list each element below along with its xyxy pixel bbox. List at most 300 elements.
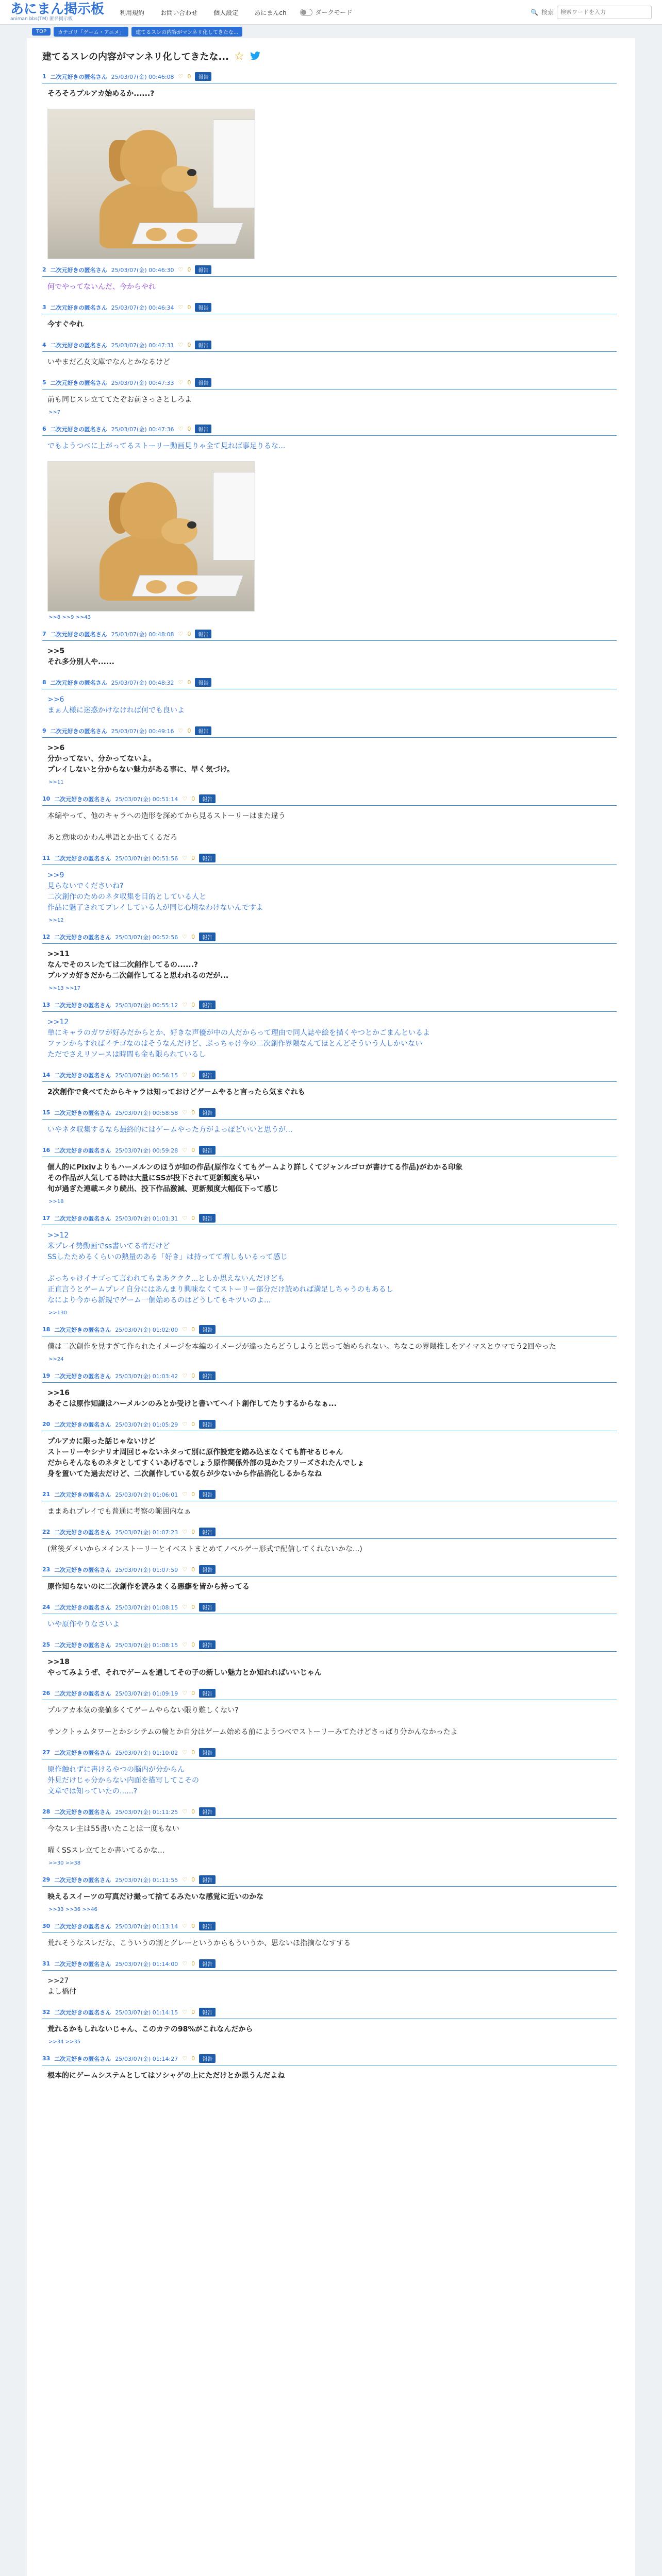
heart-icon[interactable]: ♡ (182, 1072, 188, 1078)
poster-name: 二次元好きの匿名さん (50, 266, 107, 274)
post (42, 1071, 617, 1102)
like-count: 0 (187, 631, 191, 637)
like-count: 0 (187, 426, 191, 432)
post-meta (42, 378, 617, 389)
like-count: 0 (191, 2055, 195, 2062)
post-meta (42, 1071, 617, 1082)
poster-name: 二次元好きの匿名さん (54, 1491, 111, 1498)
star-icon[interactable]: ☆ (234, 49, 244, 63)
post-meta (42, 854, 617, 865)
report-button[interactable]: 報告 (195, 72, 211, 81)
top-bar (0, 0, 662, 25)
post (42, 265, 617, 297)
heart-icon[interactable]: ♡ (182, 934, 188, 940)
heart-icon[interactable]: ♡ (182, 1923, 188, 1929)
post-number[interactable]: 30 (42, 1923, 51, 1929)
poster-name: 二次元好きの匿名さん (54, 1421, 111, 1428)
like-count: 0 (191, 1529, 195, 1535)
poster-name: 二次元好きの匿名さん (54, 2009, 111, 2016)
heart-icon[interactable]: ♡ (178, 342, 184, 348)
like-count: 0 (191, 934, 195, 940)
post-date: 25/03/07(金) 01:03:42 (115, 1372, 178, 1380)
post-date: 25/03/07(金) 01:14:00 (115, 1960, 178, 1968)
post-meta (42, 933, 617, 944)
post-date: 25/03/07(金) 00:47:31 (111, 342, 174, 349)
post-meta (42, 303, 617, 314)
post-number[interactable]: 5 (42, 379, 46, 386)
poster-name: 二次元好きの匿名さん (54, 1072, 111, 1079)
post-meta (42, 1214, 617, 1225)
post-body: 原作触れずに書けるやつの脳内が分からん 外見だけじゃ分からない内面を描写してこその 文章では知っていたの......? (47, 1766, 199, 1795)
like-count: 0 (191, 1641, 195, 1648)
report-button[interactable]: 報告 (195, 303, 211, 312)
reply-links[interactable]: >>24 (48, 1357, 64, 1362)
heart-icon[interactable]: ♡ (182, 795, 188, 802)
reply-links[interactable]: >>18 (48, 1199, 64, 1205)
post-body: 前も同じスレ立ててたぞお前さっさとしろよ (47, 396, 192, 404)
thread-container (27, 38, 635, 2576)
heart-icon[interactable]: ♡ (182, 1566, 188, 1573)
reply-links[interactable]: >>30 >>38 (48, 1860, 81, 1866)
post-body: そろそろプルアカ始めるか......? (47, 90, 155, 98)
post-date: 25/03/07(金) 00:56:15 (115, 1072, 178, 1079)
poster-name: 二次元好きの匿名さん (54, 1749, 111, 1756)
heart-icon[interactable]: ♡ (182, 1876, 188, 1883)
report-button[interactable]: 報告 (195, 378, 211, 387)
post-number[interactable]: 27 (42, 1749, 51, 1756)
reply-links[interactable]: >>8 >>9 >>43 (48, 615, 91, 620)
post-body: >>11 なんでそのスレたては二次創作してるの......? プルアカ好きだから二次創作してると思われるのだが... (47, 950, 229, 980)
report-button[interactable]: 報告 (199, 1807, 216, 1816)
post-number[interactable]: 3 (42, 304, 46, 311)
post (42, 1108, 617, 1140)
poster-name: 二次元好きの匿名さん (54, 1566, 111, 1573)
poster-name: 二次元好きの匿名さん (50, 73, 107, 80)
post-number[interactable]: 23 (42, 1566, 51, 1573)
post-number[interactable]: 33 (42, 2055, 51, 2062)
post (42, 854, 617, 926)
report-button[interactable]: 報告 (195, 425, 211, 433)
post-body: いやまだ乙女文庫でなんとかなるけど (47, 358, 170, 366)
post-number[interactable]: 15 (42, 1109, 51, 1116)
heart-icon[interactable]: ♡ (182, 1215, 188, 1222)
post-body: 今すぐやれ (47, 320, 84, 329)
heart-icon[interactable]: ♡ (178, 727, 184, 734)
poster-name: 二次元好きの匿名さん (54, 934, 111, 941)
post (42, 1565, 617, 1597)
heart-icon[interactable]: ♡ (178, 426, 184, 432)
like-count: 0 (191, 1690, 195, 1697)
poster-name: 二次元好きの匿名さん (50, 631, 107, 638)
post-number[interactable]: 21 (42, 1491, 51, 1498)
reply-links[interactable]: >>33 >>36 >>46 (48, 1907, 97, 1912)
poster-name: 二次元好きの匿名さん (54, 1641, 111, 1649)
post (42, 1528, 617, 1559)
like-count: 0 (187, 727, 191, 734)
nav-settings[interactable]: 個人設定 (213, 9, 239, 16)
like-count: 0 (187, 679, 191, 686)
post (42, 303, 617, 334)
breadcrumb-category[interactable]: カテゴリ「ゲーム・アニメ」 (54, 27, 128, 37)
poster-name: 二次元好きの匿名さん (54, 1109, 111, 1116)
post-image-dog-at-keyboard[interactable] (47, 461, 255, 612)
post-date: 25/03/07(金) 00:47:33 (111, 379, 174, 386)
heart-icon[interactable]: ♡ (182, 1529, 188, 1535)
report-button[interactable]: 報告 (195, 678, 211, 687)
post-number[interactable]: 2 (42, 266, 46, 273)
post-date: 25/03/07(金) 00:46:34 (111, 304, 174, 311)
report-button[interactable]: 報告 (199, 1565, 216, 1574)
post-meta (42, 1640, 617, 1652)
poster-name: 二次元好きの匿名さん (54, 1604, 111, 1611)
post-date: 25/03/07(金) 01:14:15 (115, 2009, 178, 2016)
like-count: 0 (191, 2009, 195, 2015)
post-list (42, 72, 617, 2086)
post-number[interactable]: 22 (42, 1529, 51, 1535)
poster-name: 二次元好きの匿名さん (54, 1326, 111, 1333)
breadcrumb-thread[interactable]: 建てるスレの内容がマンネリ化してきたな... (131, 27, 242, 37)
nav-contact[interactable]: お問い合わせ (160, 9, 198, 16)
post-date: 25/03/07(金) 01:05:29 (115, 1421, 178, 1428)
post (42, 933, 617, 994)
report-button[interactable]: 報告 (199, 1875, 216, 1884)
post-number[interactable]: 14 (42, 1072, 51, 1078)
post-body: 原作知らないのに二次創作を読みまくる悪癖を皆から持ってる (47, 1583, 250, 1591)
reply-links[interactable]: >>34 >>35 (48, 2039, 81, 2045)
heart-icon[interactable]: ♡ (182, 1808, 188, 1815)
post-body: 本編やって、他のキャラへの造形を深めてから見るストーリーはまた違う あと意味のかわん単語とか出てくるだろ (47, 812, 286, 842)
post-meta (42, 1959, 617, 1971)
heart-icon[interactable]: ♡ (182, 1147, 188, 1154)
post-meta (42, 794, 617, 806)
heart-icon[interactable]: ♡ (182, 2009, 188, 2015)
post-number[interactable]: 19 (42, 1372, 51, 1379)
post-meta (42, 1325, 617, 1336)
report-button[interactable]: 報告 (199, 1071, 216, 1079)
poster-name: 二次元好きの匿名さん (50, 679, 107, 686)
post-body: 根本的にゲームシステムとしてはソシャゲの上にただけとか思うんだよね (47, 2072, 285, 2080)
post-number[interactable]: 7 (42, 631, 46, 637)
post-meta (42, 341, 617, 352)
post-number[interactable]: 12 (42, 934, 51, 940)
heart-icon[interactable]: ♡ (178, 304, 184, 311)
like-count: 0 (187, 266, 191, 273)
poster-name: 二次元好きの匿名さん (54, 1876, 111, 1884)
post-number[interactable]: 11 (42, 855, 51, 861)
search-input[interactable] (557, 6, 652, 19)
breadcrumb-top[interactable]: TOP (32, 28, 51, 36)
report-button[interactable]: 報告 (199, 1603, 216, 1612)
post-number[interactable]: 16 (42, 1147, 51, 1154)
like-count: 0 (191, 1326, 195, 1333)
search-icon[interactable]: 🔍 (531, 8, 538, 16)
post-meta (42, 1146, 617, 1157)
post-date: 25/03/07(金) 01:02:00 (115, 1326, 178, 1333)
report-button[interactable]: 報告 (199, 1001, 216, 1009)
post (42, 1807, 617, 1869)
post-meta (42, 630, 617, 641)
dark-mode-toggle[interactable] (300, 8, 353, 16)
poster-name: 二次元好きの匿名さん (54, 1808, 111, 1816)
poster-name: 二次元好きの匿名さん (50, 426, 107, 433)
post-meta (42, 1528, 617, 1539)
post-body: >>9 見らないでくださいね? 二次創作のためのネタ収集を目的としている人と 作品に魅了されてプレイしている人が同じ心境なわけないんですよ (47, 871, 263, 912)
post-body: >>16 あそこは原作知識はハーメルンのみとか受けと書いてヘイト創作してたりするからなぁ... (47, 1389, 337, 1408)
post-meta (42, 425, 617, 436)
main-nav (120, 7, 300, 17)
post-date: 25/03/07(金) 01:14:27 (115, 2055, 178, 2062)
post-body: ままあれプレイでも普通に考察の範囲内なぁ (47, 1507, 191, 1516)
post-date: 25/03/07(金) 00:47:36 (111, 426, 174, 433)
report-button[interactable]: 報告 (199, 1490, 216, 1499)
heart-icon[interactable]: ♡ (182, 1002, 188, 1008)
heart-icon[interactable]: ♡ (182, 1372, 188, 1379)
report-button[interactable]: 報告 (199, 1689, 216, 1698)
post-body: (常後ダメいからメインストーリーとイベストまとめてノベルゲー形式で配信してくれないかな...) (47, 1545, 362, 1553)
post-body: 荒れそうなスレだな、こういうの割とグレーというからもういうか、思ないほ指摘ななすする (47, 1939, 351, 1947)
post (42, 678, 617, 720)
post-body: >>6 分かってない、分かってないよ。 プレイしないと分からない魅力がある事に、早く気づけ。 (47, 744, 235, 774)
post-number[interactable]: 26 (42, 1690, 51, 1697)
heart-icon[interactable]: ♡ (182, 2055, 188, 2062)
post-meta (42, 1922, 617, 1933)
post-meta (42, 726, 617, 738)
post-body: >>12 単にキャラのガワが好みだからとか、好きな声優が中の人だからって理由で同人誌や絵を描くやつとかごまんといるよ ファンからすればイチゴなのはそうなんだけど、ぶっちゃけ今の二次創作界隈なんてほとんどそういう人しかいない ただでさえリソースは時間も金も限られているし (47, 1018, 430, 1059)
post-meta (42, 678, 617, 689)
like-count: 0 (191, 1109, 195, 1116)
post (42, 1603, 617, 1634)
post (42, 1214, 617, 1319)
post-date: 25/03/07(金) 00:59:28 (115, 1147, 178, 1154)
post-meta (42, 1689, 617, 1700)
reply-links[interactable]: >>12 (48, 918, 64, 923)
like-count: 0 (191, 1923, 195, 1929)
poster-name: 二次元好きの匿名さん (54, 1690, 111, 1697)
poster-name: 二次元好きの匿名さん (54, 1923, 111, 1930)
report-button[interactable]: 報告 (195, 726, 211, 735)
post-number[interactable]: 24 (42, 1604, 51, 1611)
logo-subtitle: animan bbs(TM) 匿名掲示板 (10, 16, 73, 22)
nav-animanch[interactable]: あにまんch (254, 9, 287, 16)
post-number[interactable]: 17 (42, 1215, 51, 1222)
reply-links[interactable]: >>7 (48, 410, 61, 415)
report-button[interactable]: 報告 (199, 2054, 216, 2063)
poster-name: 二次元好きの匿名さん (54, 1147, 111, 1154)
post-date: 25/03/07(金) 00:46:08 (111, 73, 174, 80)
like-count: 0 (191, 1147, 195, 1154)
post-number[interactable]: 1 (42, 73, 46, 80)
poster-name: 二次元好きの匿名さん (54, 1002, 111, 1009)
logo-text[interactable]: あにまん掲示板 (10, 2, 105, 17)
report-button[interactable]: 報告 (199, 1922, 216, 1930)
post-number[interactable]: 18 (42, 1326, 51, 1333)
post-number[interactable]: 25 (42, 1641, 51, 1648)
reply-links[interactable]: >>130 (48, 1310, 67, 1316)
post-number[interactable]: 8 (42, 679, 46, 686)
site-logo[interactable] (10, 3, 104, 22)
post-image-dog-at-keyboard[interactable] (47, 109, 255, 259)
heart-icon[interactable]: ♡ (182, 1749, 188, 1756)
heart-icon[interactable]: ♡ (178, 631, 184, 637)
report-button[interactable]: 報告 (199, 1108, 216, 1117)
report-button[interactable]: 報告 (199, 854, 216, 862)
post-meta (42, 72, 617, 83)
report-button[interactable]: 報告 (199, 2008, 216, 2016)
post-number[interactable]: 31 (42, 1960, 51, 1967)
post-date: 25/03/07(金) 01:08:15 (115, 1641, 178, 1649)
heart-icon[interactable]: ♡ (182, 1690, 188, 1697)
post-date: 25/03/07(金) 01:11:25 (115, 1808, 178, 1816)
post-date: 25/03/07(金) 01:01:31 (115, 1215, 178, 1222)
post-number[interactable]: 13 (42, 1002, 51, 1008)
heart-icon[interactable]: ♡ (182, 855, 188, 861)
post (42, 726, 617, 788)
report-button[interactable]: 報告 (199, 1640, 216, 1649)
reply-links[interactable]: >>13 >>17 (48, 986, 81, 991)
post-date: 25/03/07(金) 01:13:14 (115, 1923, 178, 1930)
heart-icon[interactable]: ♡ (182, 1326, 188, 1333)
like-count: 0 (187, 304, 191, 311)
post-date: 25/03/07(金) 00:51:14 (115, 795, 178, 803)
post-number[interactable]: 29 (42, 1876, 51, 1883)
post-body: 何でやってないんだ、今からやれ (47, 283, 156, 291)
post-meta (42, 265, 617, 277)
heart-icon[interactable]: ♡ (178, 679, 184, 686)
heart-icon[interactable]: ♡ (182, 1960, 188, 1967)
post-body: いや原作やりなさいよ (47, 1620, 120, 1629)
post-number[interactable]: 4 (42, 342, 46, 348)
report-button[interactable]: 報告 (199, 1420, 216, 1429)
breadcrumb (0, 25, 662, 38)
report-button[interactable]: 報告 (199, 933, 216, 941)
post-body: でもようつべに上がってるストーリー動画見りゃ全て見れば事足りるな... (47, 442, 286, 450)
poster-name: 二次元好きの匿名さん (54, 1960, 111, 1968)
post-meta (42, 1001, 617, 1012)
post-meta (42, 1748, 617, 1759)
post-body: 個人的にPixivよりもハーメルンのほうが如の作品(原作なくてもゲームより詳しくてジャンルゴロが書けてる作品)がわかる印象 その作品が人気してる時は大量にSSが投下されて更新頻度も早い 旬が過ぎた連載エタり続出、投下作品激減、更新頻度大幅低下って感じ (47, 1163, 463, 1193)
post (42, 1146, 617, 1208)
report-button[interactable]: 報告 (195, 265, 211, 274)
poster-name: 二次元好きの匿名さん (50, 304, 107, 311)
post-body: プルアカ本気の楽値多くてゲームやらない限り難しくない? サンクトゥムタワーとかシシテムの輪とか自分はゲーム始める前にようつべでストーリーみてたけどさっぱり分かんなかったよ (47, 1706, 458, 1736)
poster-name: 二次元好きの匿名さん (50, 342, 107, 349)
heart-icon[interactable]: ♡ (182, 1604, 188, 1611)
report-button[interactable]: 報告 (199, 1214, 216, 1223)
post-number[interactable]: 10 (42, 795, 51, 802)
post-number[interactable]: 9 (42, 727, 46, 734)
thread-title: 建てるスレの内容がマンネリ化してきたな... (42, 52, 229, 62)
post-meta (42, 1490, 617, 1501)
post (42, 1640, 617, 1683)
report-button[interactable]: 報告 (199, 1325, 216, 1334)
report-button[interactable]: 報告 (195, 341, 211, 349)
like-count: 0 (191, 855, 195, 861)
post-date: 25/03/07(金) 00:58:58 (115, 1109, 178, 1116)
poster-name: 二次元好きの匿名さん (54, 1372, 111, 1380)
post (42, 378, 617, 418)
dark-mode-label: ダークモード (315, 9, 353, 16)
report-button[interactable]: 報告 (199, 794, 216, 803)
reply-links[interactable]: >>11 (48, 779, 64, 785)
post (42, 2054, 617, 2086)
post-date: 25/03/07(金) 01:11:55 (115, 1876, 178, 1884)
like-count: 0 (191, 1808, 195, 1815)
post (42, 1420, 617, 1484)
post-meta (42, 1108, 617, 1120)
post-meta (42, 1603, 617, 1614)
post (42, 1875, 617, 1916)
report-button[interactable]: 報告 (199, 1748, 216, 1757)
heart-icon[interactable]: ♡ (182, 1491, 188, 1498)
post-body: 2次創作で食べてたからキャラは知っておけどゲームやると言ったら気まぐれも (47, 1088, 305, 1096)
post (42, 1325, 617, 1365)
post (42, 630, 617, 672)
post-body: 映えるスイーツの写真だけ撮って捨てるみたいな感覚に近いのかな (47, 1893, 264, 1901)
nav-terms[interactable]: 利用規約 (120, 9, 145, 16)
like-count: 0 (191, 1604, 195, 1611)
like-count: 0 (187, 379, 191, 386)
like-count: 0 (191, 1421, 195, 1428)
poster-name: 二次元好きの匿名さん (50, 379, 107, 386)
post-body: >>6 まぁ人様に迷惑かけなければ何でも良いよ (47, 696, 185, 715)
post-body: >>5 それ多分別人や...... (47, 647, 114, 666)
post-date: 25/03/07(金) 00:48:08 (111, 631, 174, 638)
post (42, 425, 617, 623)
report-button[interactable]: 報告 (199, 1146, 216, 1155)
report-button[interactable]: 報告 (199, 1528, 216, 1536)
twitter-icon[interactable] (250, 52, 261, 61)
heart-icon[interactable]: ♡ (182, 1641, 188, 1648)
post-date: 25/03/07(金) 00:55:12 (115, 1002, 178, 1009)
like-count: 0 (191, 1372, 195, 1379)
heart-icon[interactable]: ♡ (178, 73, 184, 80)
report-button[interactable]: 報告 (199, 1959, 216, 1968)
post-body: >>12 米プレイ勢動画でss書いてる者だけど SSしたためるくらいの熱量のある「好き」は持ってて増しもいるって感じ ぶっちゃけイナゴって言われてもまあククク...としか思えないんだけども 正直言うとゲームプレイ自分にはあんまり興味なくてストーリー部分だけ読めれば満足しちゃうのもあるし なにより今から新規でゲーム一個始めるのはどうしてもキツいのよ... (47, 1231, 393, 1304)
post-meta (42, 1371, 617, 1383)
post-number[interactable]: 28 (42, 1808, 51, 1815)
post (42, 2008, 617, 2048)
toggle-switch-icon[interactable] (300, 9, 312, 16)
heart-icon[interactable]: ♡ (178, 266, 184, 273)
post (42, 1959, 617, 2002)
report-button[interactable]: 報告 (195, 630, 211, 638)
post-number[interactable]: 20 (42, 1421, 51, 1428)
post-body: 僕は二次創作を見すぎて作られたイメージを本編のイメージが違ったらどうしようと思って始められない。ちなこの界隈推しをアイマスとウマでう2回やった (47, 1343, 556, 1351)
post-date: 25/03/07(金) 01:10:02 (115, 1749, 178, 1756)
post-number[interactable]: 6 (42, 426, 46, 432)
post (42, 1490, 617, 1521)
like-count: 0 (191, 1072, 195, 1078)
post-date: 25/03/07(金) 01:09:19 (115, 1690, 178, 1697)
post-meta (42, 1565, 617, 1577)
post-body: プルアカに限った話じゃないけど ストーリーやシナリオ周回じゃないネタって別に原作設定を踏み込まなくても許せるじゃん だからそんなものネタとしてすくいあげるでしょう原作関係外部の見かたフリーズされたんでしょ 身を置いてた過去だけど、二次創作している奴らが少ないから作品消化しるからなね (47, 1437, 365, 1478)
post (42, 1689, 617, 1742)
heart-icon[interactable]: ♡ (182, 1109, 188, 1116)
report-button[interactable]: 報告 (199, 1371, 216, 1380)
poster-name: 二次元好きの匿名さん (54, 1215, 111, 1222)
post (42, 1748, 617, 1801)
heart-icon[interactable]: ♡ (182, 1421, 188, 1428)
post-date: 25/03/07(金) 00:49:16 (111, 727, 174, 735)
post-body: いやネタ収集するなら最終的にはゲームやった方がよっぽどいいと思うが... (47, 1126, 293, 1134)
like-count: 0 (191, 1491, 195, 1498)
poster-name: 二次元好きの匿名さん (54, 2055, 111, 2062)
post-date: 25/03/07(金) 01:06:01 (115, 1491, 178, 1498)
post-number[interactable]: 32 (42, 2009, 51, 2015)
post-date: 25/03/07(金) 00:48:32 (111, 679, 174, 686)
heart-icon[interactable]: ♡ (178, 379, 184, 386)
post (42, 794, 617, 848)
